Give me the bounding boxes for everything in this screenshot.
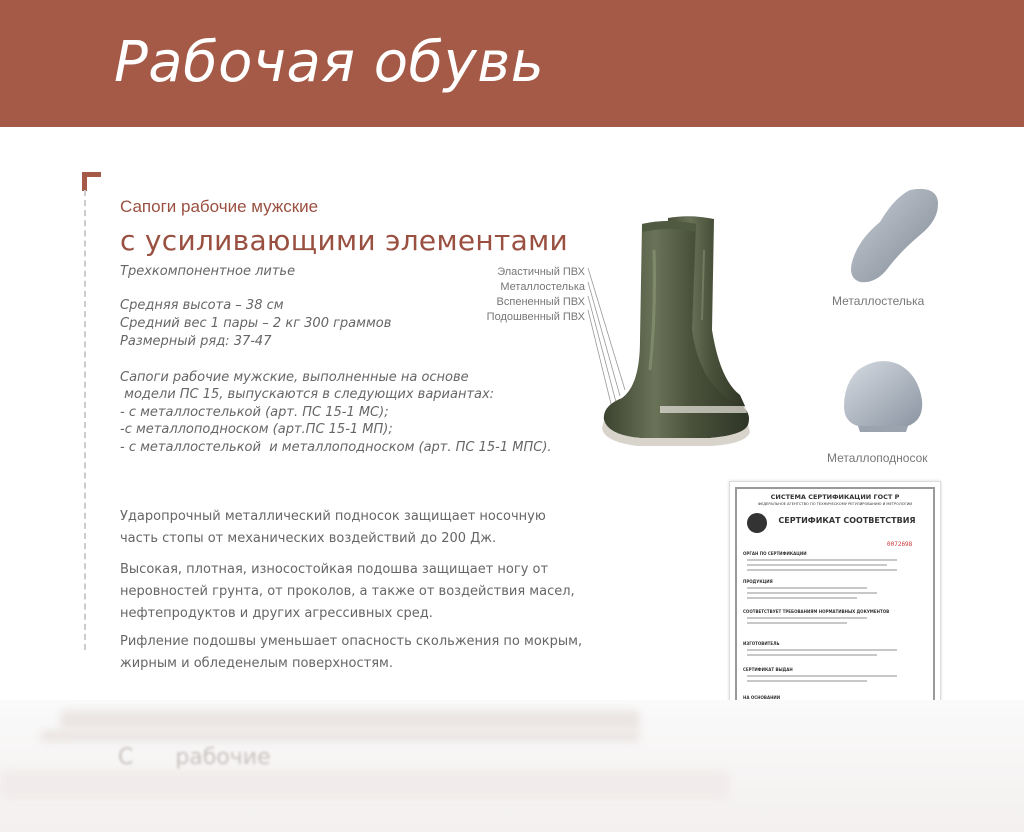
product-subtitle: Сапоги рабочие мужские: [120, 197, 319, 216]
variant-item: - с металлостелькой (арт. ПС 15-1 МС);: [120, 405, 389, 420]
benefit-line: Ударопрочный металлический подносок защищает носочную: [120, 509, 546, 524]
certificate-agency: ФЕДЕРАЛЬНОЕ АГЕНТСТВО ПО ТЕХНИЧЕСКОМУ РЕГУЛИРОВАНИЮ И МЕТРОЛОГИИ: [757, 502, 913, 506]
casting-text: Трехкомпонентное литье: [120, 264, 296, 279]
blurred-footer-text: С рабочие: [118, 745, 271, 770]
certificate-section: ПРОДУКЦИЯ: [743, 579, 773, 584]
spec-sizes: Размерный ряд: 37-47: [120, 334, 272, 349]
toecap-label: Металлоподносок: [827, 451, 928, 465]
certificate-section: СООТВЕТСТВУЕТ ТРЕБОВАНИЯМ НОРМАТИВНЫХ ДОКУМЕНТОВ: [743, 609, 890, 614]
blurred-bar: [0, 770, 730, 800]
benefit-line: жирным и обледенелым поверхностям.: [120, 656, 393, 671]
benefit-line: часть стопы от механических воздействий до 200 Дж.: [120, 531, 497, 546]
certificate-heading: СЕРТИФИКАТ СООТВЕТСТВИЯ: [778, 516, 916, 525]
benefit-line: нефтепродуктов и других агрессивных сред.: [120, 606, 433, 621]
dashed-divider: [84, 190, 86, 650]
benefit-line: Рифление подошвы уменьшает опасность скольжения по мокрым,: [120, 634, 583, 649]
variants-line: модели ПС 15, выпускаются в следующих вариантах:: [120, 387, 495, 402]
footer-blur-area: [0, 700, 1024, 832]
corner-bracket-decoration: [82, 172, 101, 191]
layer-label: Металлостелька: [500, 281, 585, 293]
blurred-bar: [40, 730, 640, 742]
certificate-section: НА ОСНОВАНИИ: [743, 695, 781, 700]
certificate-system: СИСТЕМА СЕРТИФИКАЦИИ ГОСТ Р: [770, 493, 900, 501]
metal-insole-image: [840, 180, 950, 290]
layer-label: Подошвенный ПВХ: [486, 311, 585, 323]
spec-height: Средняя высота – 38 см: [120, 298, 284, 313]
benefit-paragraph: [120, 506, 546, 550]
benefit-line: неровностей грунта, от проколов, а также от воздействия масел,: [120, 584, 575, 599]
metal-toecap-image: [838, 350, 938, 440]
benefit-paragraph: [120, 559, 575, 625]
certificate-section: СЕРТИФИКАТ ВЫДАН: [743, 667, 793, 672]
certificate-section: ОРГАН ПО СЕРТИФИКАЦИИ: [743, 551, 807, 556]
rubber-boots-image: [580, 210, 780, 460]
spec-weight: Средний вес 1 пары – 2 кг 300 граммов: [120, 316, 392, 331]
gost-logo-icon: [747, 513, 767, 533]
certificate-section: ИЗГОТОВИТЕЛЬ: [743, 641, 780, 646]
certificate-number: 0072698: [887, 541, 913, 548]
header-banner: [0, 0, 1024, 127]
layer-label: Вспененный ПВХ: [496, 296, 585, 308]
benefit-paragraph: [120, 631, 582, 675]
layer-label: Эластичный ПВХ: [497, 266, 585, 278]
benefit-line: Высокая, плотная, износостойкая подошва защищает ногу от: [120, 562, 549, 577]
insole-label: Металлостелька: [832, 294, 925, 308]
blurred-bar: [60, 710, 640, 730]
variant-item: -с металлоподноском (арт.ПС 15-1 МП);: [120, 422, 393, 437]
product-title: с усиливающими элементами: [120, 224, 569, 257]
variants-line: Сапоги рабочие мужские, выполненные на основе: [120, 370, 469, 385]
variant-item: - с металлостелькой и металлоподноском (арт. ПС 15-1 МПС).: [120, 440, 552, 455]
page-title: Рабочая обувь: [114, 30, 545, 95]
